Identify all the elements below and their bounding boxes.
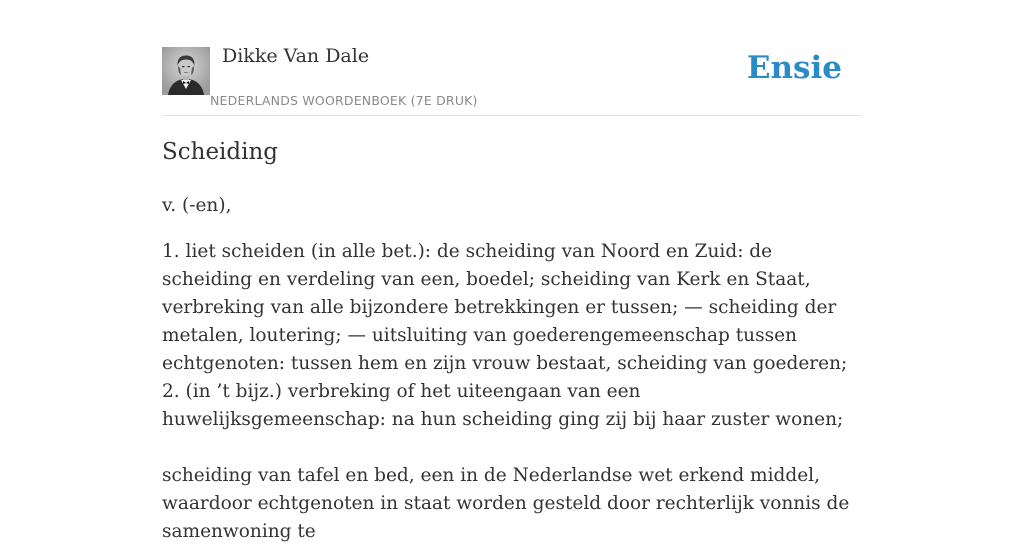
grammar-note: v. (-en), [162, 195, 232, 216]
paragraph-gap [162, 434, 862, 462]
definition-extra: scheiding van tafel en bed, een in de Nederlandse wet erkend middel, waardoor echtgenoten in staat worden gesteld door rechterlijk vonnis de samenwoning te [162, 465, 850, 542]
brand-logo-link[interactable]: Ensie [746, 50, 842, 86]
definition-sense-1: 1. liet scheiden (in alle bet.): de scheiding van Noord en Zuid: de scheiding en verdeling van een, boedel; scheiding van Kerk en Staat, verbreking van alle bijzondere betrekkingen er tussen; — scheiding der metalen, loutering; — uitsluiting van goederengemeenschap tussen echtgenoten: tussen hem en zijn vrouw bestaat, scheiding van goederen; [162, 241, 848, 374]
definition-sense-2: 2. (in ’t bijz.) verbreking of het uiteengaan van een huwelijksgemeenschap: na hun scheiding ging zij bij haar zuster wonen; [162, 381, 844, 430]
entry-body [162, 192, 862, 546]
source-header [162, 0, 862, 116]
entry-title: Scheiding [162, 139, 279, 165]
avatar[interactable] [162, 47, 210, 95]
source-title[interactable]: NEDERLANDS WOORDENBOEK (7E DRUK) [210, 93, 478, 108]
portrait-photo-icon [162, 47, 210, 95]
author-name[interactable]: Dikke Van Dale [222, 45, 370, 67]
